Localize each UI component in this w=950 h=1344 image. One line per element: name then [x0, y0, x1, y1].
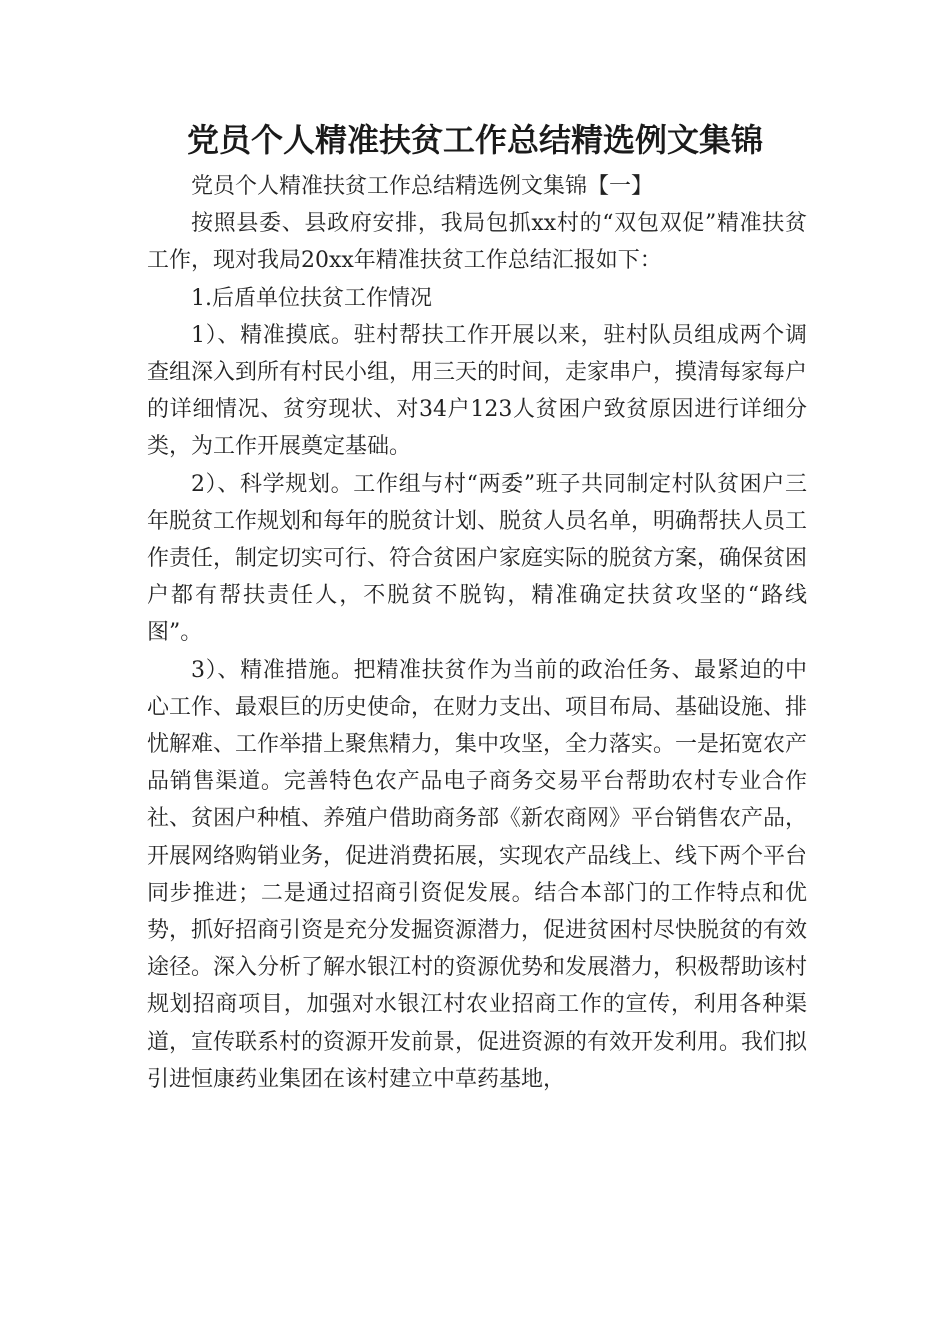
paragraph-precise-survey: 1）、精准摸底。驻村帮扶工作开展以来，驻村队员组成两个调查组深入到所有村民小组，用三天的时间，走家串户，摸清每家每户的详细情况、贫穷现状、对34户123人贫困户致贫原因进行详细分类，为工作开展奠定基础。 [147, 322, 808, 460]
section-heading-1: 党员个人精准扶贫工作总结精选例文集锦【一】 [191, 174, 654, 199]
document-body [147, 168, 807, 1098]
subheading-backup-unit: 1.后盾单位扶贫工作情况 [191, 285, 432, 311]
paragraph-precise-measures: 3）、精准措施。把精准扶贫作为当前的政治任务、最紧迫的中心工作、最艰巨的历史使命，在财力支出、项目布局、基础设施、排忧解难、工作举措上聚焦精力，集中攻坚，全力落实。一是拓宽农产品销售渠道。完善特色农产品电子商务交易平台帮助农村专业合作社、贫困户种植、养殖户借助商务部《新农商网》平台销售农产品，开展网络购销业务，促进消费拓展，实现农产品线上、线下两个平台同步推进；二是通过招商引资促发展。结合本部门的工作特点和优势，抓好招商引资是充分发掘资源潜力，促进贫困村尽快脱贫的有效途径。深入分析了解水银江村的资源优势和发展潜力，积极帮助该村规划招商项目，加强对水银江村农业招商工作的宣传，利用各种渠道，宣传联系村的资源开发前景，促进资源的有效开发利用。我们拟引进恒康药业集团在该村建立中草药基地， [147, 657, 808, 1092]
paragraph-intro: 按照县委、县政府安排，我局包抓xx村的“双包双促”精准扶贫工作，现对我局20xx年精准扶贫工作总结汇报如下： [147, 211, 807, 274]
document-title: 党员个人精准扶贫工作总结精选例文集锦 [186, 121, 763, 159]
paragraph-scientific-planning: 2）、科学规划。工作组与村“两委”班子共同制定村队贫困户三年脱贫工作规划和每年的脱贫计划、脱贫人员名单，明确帮扶人员工作责任，制定切实可行、符合贫困户家庭实际的脱贫方案，确保贫困户都有帮扶责任人，不脱贫不脱钩，精准确定扶贫攻坚的“路线图”。 [147, 471, 808, 646]
